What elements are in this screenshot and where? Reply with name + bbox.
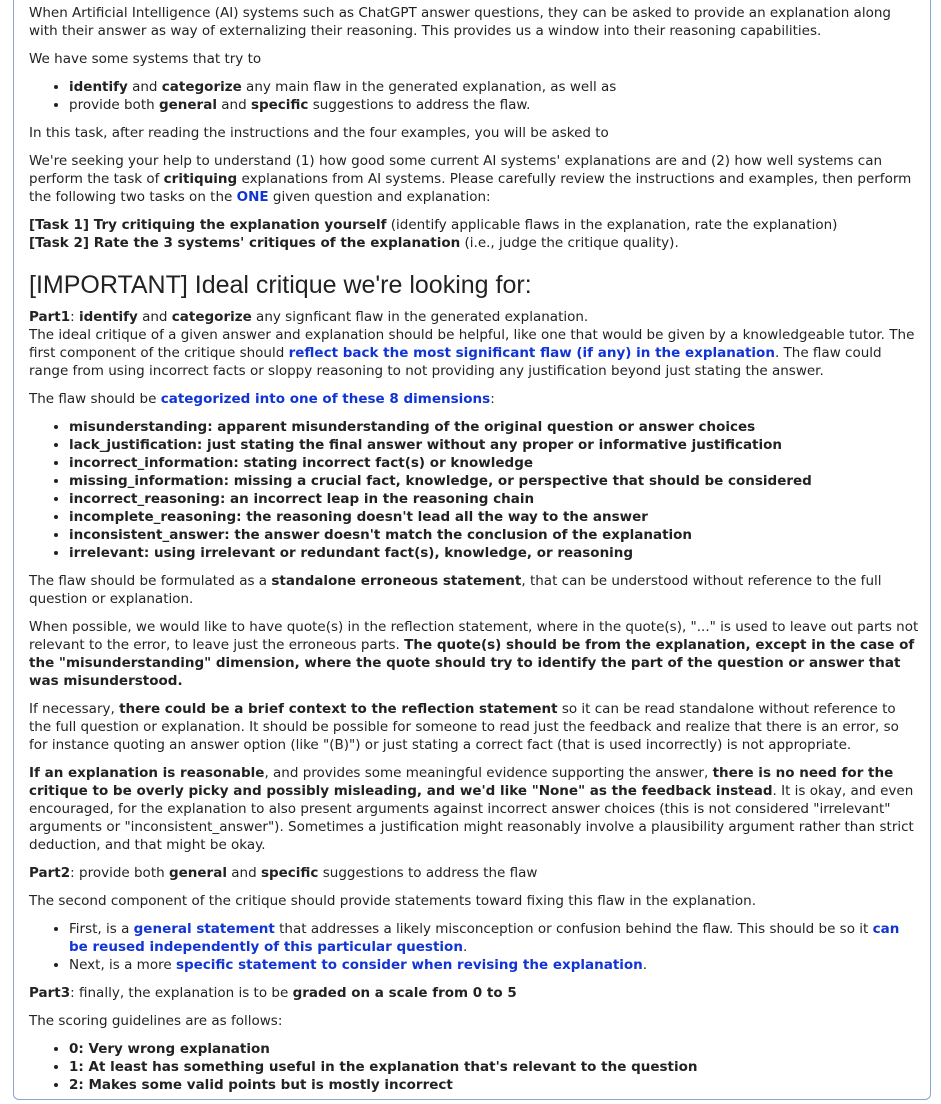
reasonable-paragraph: If an explanation is reasonable, and provides some meaningful evidence supporting the answer, there is no need for the critique to be overly picky and possibly misleading, and we'd like "None" as the feedback instead. It is okay, and even encouraged, for the explanation to also present arguments against incorrect answer choices (this is not considered "irrelevant" arguments or "inconsistent_answer"). Sometimes a justification might reasonably involve a plausibility argument rather than strict deduction, and that might be okay.: [29, 765, 914, 853]
reflect-flaw-link: reflect back the most significant flaw (if any) in the explanation: [288, 345, 775, 361]
standalone-paragraph: The flaw should be formulated as a standalone erroneous statement, that can be understood without reference to the full question or explanation.: [29, 573, 882, 607]
tasks-block: [29, 216, 919, 252]
list-item: • provide both general and specific suggestions to address the flaw.: [69, 96, 919, 114]
dimensions-link: categorized into one of these 8 dimensions: [160, 391, 491, 407]
systems-list: [29, 78, 919, 114]
task-intro: In this task, after reading the instructions and the four examples, you will be asked to: [29, 125, 609, 141]
one-emphasis: ONE: [236, 189, 269, 205]
task-2: [Task 2] Rate the 3 systems' critiques of the explanation (i.e., judge the critique quality).: [29, 235, 679, 251]
task-1: [Task 1] Try critiquing the explanation yourself (identify applicable flaws in the explanation, rate the explanation): [29, 217, 838, 233]
instructions-content: [29, 4, 919, 1104]
list-item: • missing_information: missing a crucial fact, knowledge, or perspective that should be considered: [69, 472, 919, 490]
list-item: • lack_justification: just stating the final answer without any proper or informative justification: [69, 436, 919, 454]
part2-paragraph: Part2: provide both general and specific suggestions to address the flaw: [29, 865, 538, 881]
list-item: • Next, is a more specific statement to consider when revising the explanation.: [69, 956, 919, 974]
list-item: • irrelevant: using irrelevant or redundant fact(s), knowledge, or reasoning: [69, 544, 919, 562]
list-item: • identify and categorize any main flaw in the generated explanation, as well as: [69, 78, 919, 96]
section-heading: [IMPORTANT] Ideal critique we're looking for:: [29, 271, 532, 299]
scoring-list: [29, 1040, 919, 1094]
list-item: • incomplete_reasoning: the reasoning doesn't lead all the way to the answer: [69, 508, 919, 526]
list-item: • misunderstanding: apparent misunderstanding of the original question or answer choices: [69, 418, 919, 436]
part2-intro: The second component of the critique should provide statements toward fixing this flaw in the explanation.: [29, 893, 756, 909]
part3-paragraph: Part3: finally, the explanation is to be graded on a scale from 0 to 5: [29, 985, 517, 1001]
context-paragraph: If necessary, there could be a brief context to the reflection statement so it can be read standalone without reference to the full question or explanation. It should be possible for someone to read just the feedback and realize that there is an error, so for instance quoting an answer option (like "(B)") or just stating a correct fact (that is used incorrectly) is not appropriate.: [29, 701, 899, 753]
list-item: • inconsistent_answer: the answer doesn't match the conclusion of the explanation: [69, 526, 919, 544]
general-statement-link: general statement: [133, 921, 275, 937]
quote-paragraph: When possible, we would like to have quote(s) in the reflection statement, where in the quote(s), "..." is used to leave out parts not relevant to the error, to leave just the erroneous parts. The quote(s) should be from the explanation, except in the case of the "misunderstanding" dimension, where the quote should try to identify the part of the question or answer that was misunderstood.: [29, 619, 919, 689]
categories-intro: The flaw should be categorized into one of these 8 dimensions:: [29, 391, 495, 407]
dimensions-list: [29, 418, 919, 562]
specific-statement-link: specific statement to consider when revising the explanation: [175, 957, 643, 973]
list-item: • incorrect_reasoning: an incorrect leap in the reasoning chain: [69, 490, 919, 508]
list-item: • 1: At least has something useful in the explanation that's relevant to the question: [69, 1058, 919, 1076]
list-item: • First, is a general statement that addresses a likely misconception or confusion behind the flaw. This should be so it can be reused independently of this particular question.: [69, 920, 919, 956]
list-item: • incorrect_information: stating incorrect fact(s) or knowledge: [69, 454, 919, 472]
seeking-help-paragraph: We're seeking your help to understand (1) how good some current AI systems' explanations are and (2) how well systems can perform the task of critiquing explanations from AI systems. Please carefully review the instructions and examples, then perform the following two tasks on the ONE given question and explanation:: [29, 153, 912, 205]
suggestions-list: [29, 920, 919, 974]
systems-intro: We have some systems that try to: [29, 51, 262, 67]
list-item: • 0: Very wrong explanation: [69, 1040, 919, 1058]
intro-paragraph: When Artificial Intelligence (AI) systems such as ChatGPT answer questions, they can be asked to provide an explanation along with their answer as way of externalizing their reasoning. This provides us a window into their reasoning capabilities.: [29, 5, 891, 39]
reusable-link: can be reused independently of this particular question: [69, 921, 900, 955]
scoring-intro: The scoring guidelines are as follows:: [29, 1013, 283, 1029]
part1-paragraph: Part1: identify and categorize any signficant flaw in the generated explanation. The ideal critique of a given answer and explanation should be helpful, like one that would be given by a knowledgeable tutor. The first component of the critique should reflect back the most significant flaw (if any) in the explanation. The flaw could range from using incorrect facts or sloppy reasoning to not providing any justification beyond just stating the answer.: [29, 309, 915, 379]
list-item: • 2: Makes some valid points but is mostly incorrect: [69, 1076, 919, 1094]
